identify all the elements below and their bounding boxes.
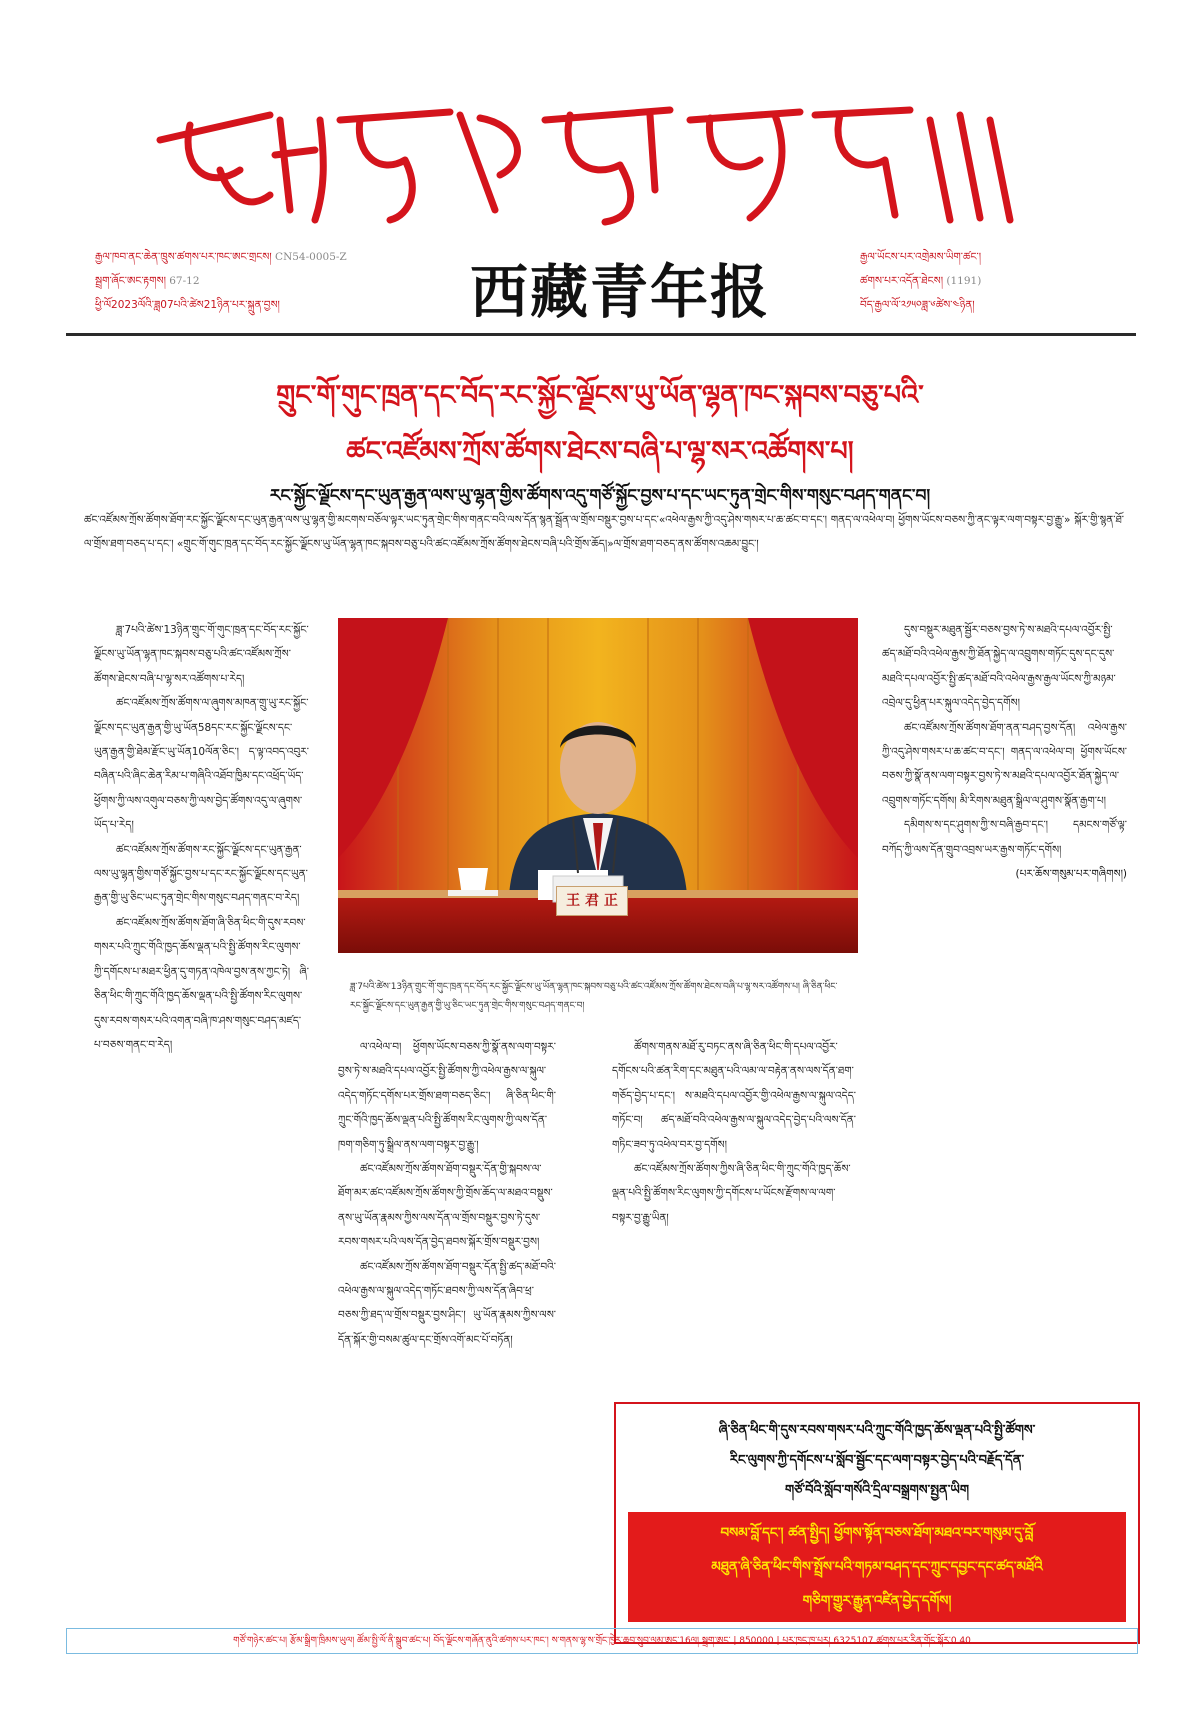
meta-line: རྒྱལ་ཁབ་ནང་ཆེན་ཁྲུས་ཚགས་པར་ཁང་ཨང་གྲངས། CN54-0005-Z [95,251,347,263]
paragraph: ཚང་འཛོམས་ཀྲོས་ཚོགས་ཐོག་བསྡུར་དོན་གྱི་སྐབས་ལ་ཐོག་མར་ཚང་འཛོམས་ཀྲོས་ཚོགས་ཀྱི་གྲོས་ཆོད་ལ་མཐའ་བསྡུས་ནས་ཡུ་ཡོན་རྣམས་ཀྱིས་ལས་དོན་ལ་གྲོས་བསྡུར་བྱས་ཏེ་དུས་རབས་གསར་པའི་ལས་དོན་བྱེད་ཐབས་སྐོར་གྲོས་བསྡུར་བྱས། [338,1163,553,1249]
slogan-line: གཅིག་གྱུར་རྒྱུན་འཛིན་བྱེད་དགོས། [802,1593,952,1609]
masthead-calligraphy-logo [150,100,1050,230]
continued-note: (པར་ཆོས་གསུམ་པར་གཞིགས།) [1015,868,1127,881]
paragraph: ལ་འཕེལ་བ། ཕྱོགས་ཡོངས་བཅས་ཀྱི་སྣོ་ནས་ལག་བསྟར་བྱས་ཏེ་ས་མཐའི་དཔལ་འབྱོར་སྤྱི་ཚོགས་ཀྱི་འཕེལ་རྒྱས་ལ་སྐུལ་འདེད་གཏོང་དགོས་པར་གྲོས་ཐག་བཅད་ཅིང་། ཞི་ཅིན་ཕིང་གི་ཀྲུང་གོའི་ཁྱད་ཆོས་ལྡན་པའི་སྤྱི་ཚོགས་རིང་ལུགས་ཀྱི་ལས་དོན་ཁག་གཅིག་ཏུ་སྒྲིལ་ནས་ལག་བསྟར་བྱ་རྒྱུ་། [338,1041,556,1151]
meta-line: སྦྲག་ཞོང་ཨང་རྟགས། 67-12 [95,275,200,287]
article-column-3 [612,1035,856,1375]
paragraph: ཟླ་7པའི་ཚེས་13ཉིན་གྲུང་གོ་གུང་ཁྲན་དང་བོད་རང་སྐྱོང་ལྗོངས་ཡུ་ཡོན་ལྷན་ཁང་སྐབས་བཅུ་པའི་ཚང་འཛོམས་ཀྲོས་ཚོགས་ཐེངས་བཞི་པ་ལྷ་སར་འཚོགས་པ་རེད། [94,624,309,685]
box-line: རིང་ལུགས་ཀྱི་དགོངས་པ་སློབ་སྦྱོང་དང་ལག་བསྟར་བྱེད་པའི་བརྗོད་དོན་ [729,1453,1025,1468]
paragraph: ཚང་འཛོམས་ཀྲོས་ཚོགས་ཀྱིས་ཞི་ཅིན་ཕིང་གི་ཀྲུང་གོའི་ཁྱད་ཆོས་ལྡན་པའི་སྤྱི་ཚོགས་རིང་ལུགས་ཀྱི་དགོངས་པ་ཡོངས་རྫོགས་ལ་ལག་བསྟར་བྱ་རྒྱུ་ཡིན། [612,1163,851,1224]
masthead-left-meta [95,245,425,317]
meta-line: བོད་རྒྱལ་ལོ་༢༡༥༠ཟླ་༦ཚེས་༤ཉིན། [860,299,975,311]
paragraph: ཚང་འཛོམས་ཀྲོས་ཚོགས་ཐོག་བསྡུར་དོན་སྤྱི་ཚད་མཐོ་བའི་འཕེལ་རྒྱས་ལ་སྐུལ་འདེད་གཏོང་ཐབས་ཀྱི་ལས་དོན་ཞིབ་ཕྲ་བཅས་ཀྱི་ཐད་ལ་གྲོས་བསྡུར་བྱས་ཤིང་། ཡུ་ཡོན་རྣམས་ཀྱིས་ལས་དོན་སྐོར་གྱི་བསམ་ཚུལ་དང་གྲོས་འགོ་མང་པོ་བཏོན། [338,1260,556,1346]
article-subheadline: རང་སྐྱོང་ལྗོངས་དང་ཡུན་རྒྱན་ལས་ཡུ་ལྷན་གྱིས་ཚོགས་འདུ་གཙོ་སྐྱོང་བྱས་པ་དང་ཡང་ཏུན་གྲེང་གིས་གསུང་བཤད་གནང་བ། [269,486,931,506]
box-title [628,1416,1126,1506]
article-column-4 [882,618,1127,1373]
box-line: གཙོ་བོའི་སློབ་གསོའི་དྲིལ་བསྒྲགས་སྤྱན་ཡིག [784,1483,970,1498]
paragraph: དམིགས་ས་དང་ཤུགས་ཀྱི་ས་བཞི་རྒྱབ་དང་། དམངས་གཙོ་ལྟ་བཀོད་ཀྱི་ལས་དོན་གྲུབ་འབྲས་ཡར་རྒྱས་གཏོང་དགོས། [882,819,1127,856]
study-campaign-box [614,1402,1140,1644]
meta-line: རྒྱལ་ཡོངས་པར་འགྲེམས་ཡིག་ཚང་། [860,251,982,263]
paragraph: ཚང་འཛོམས་ཀྲོས་ཚོགས་ཐོག་ཞི་ཅིན་ཕིང་གི་དུས་རབས་གསར་པའི་ཀྲུང་གོའི་ཁྱད་ཆོས་ལྡན་པའི་སྤྱི་ཚོགས་རིང་ལུགས་ཀྱི་དགོངས་པ་མཐར་ཕྱིན་དུ་གཏན་འཁེལ་བྱས་ནས་ཀྱང་ཏེ། ཞི་ཅིན་ཕིང་གི་ཀྲུང་གོའི་ཁྱད་ཆོས་ལྡན་པའི་སྤྱི་ཚོགས་རིང་ལུགས་དུས་རབས་གསར་པའི་འགན་བཞི་ཁ་ཤས་གསུང་བཤད་མཛད་པ་བཅས་གནང་བ་རེད། [94,916,309,1051]
meta-line: ཕྱི་ལོ2023ལོའི་ཟླ07པའི་ཚེས21ཉིན་པར་སྐྲུན་བྱས། [95,299,280,311]
paragraph: ཚང་འཛོམས་ཀྲོས་ཚོགས་ལ་ཞུགས་མཁན་གྲུ་ཡུ་རང་སྐྱོང་ལྗོངས་དང་ཡུན་རྒྱན་གྱི་ཡུ་ཡོན58དང་རང་སྐྱོང་ལྗོངས་དང་ཡུན་རྒྱན་གྱི་ཐེམ་རྫོང་ཡུ་ཡོན10ལོན་ཅིང་། ད་ལྟ་འབད་འབུར་བཞིན་པའི་ཞིང་ཆེན་རིམ་པ་གཞིའི་འཐོབ་ཁྱིམ་དང་འཕྲོད་ཡོད་ཕྱོགས་ཀྱི་ལས་འགུལ་བཅས་ཀྱི་ལས་བྱེད་ཚོགས་འདུ་ལ་ཞུགས་ཡོད་པ་རེད། [94,697,309,832]
box-line: ཞི་ཅིན་ཕིང་གི་དུས་རབས་གསར་པའི་ཀྲུང་གོའི་ཁྱད་ཆོས་ལྡན་པའི་སྤྱི་ཚོགས་ [718,1423,1036,1438]
slogan-banner [628,1512,1126,1622]
speaker-nameplate: 王 君 正 [556,886,628,916]
slogan-line: མཐུན་ཞི་ཅིན་ཕིང་གིས་སྤྲོས་པའི་གཏམ་བཤད་དང་ཀྲུང་དབྱང་དང་ཚད་མཐོའི [711,1559,1043,1575]
slogan-line: བསམ་བློ་དང་། ཚན་སྤྱིད། ཕྱོགས་སྟོན་བཅས་ཐོག་མཐའ་བར་གསུམ་དུ་བློ [720,1525,1034,1541]
paragraph: ཚང་འཛོམས་ཀྲོས་ཚོགས་ཐོག་ནན་བཤད་བྱས་དོན། འཕེལ་རྒྱས་ཀྱི་འདུ་ཤེས་གསར་པ་ཆ་ཚང་བ་དང་། གནད་ལ་འཕེལ་བ། ཕྱོགས་ཡོངས་བཅས་ཀྱི་སྣོ་ནས་ལག་བསྟར་བྱས་ཏེ་ས་མཐའི་དཔལ་འབྱོར་ཐོན་སྐྱེད་ལ་འབྲུགས་གཏོང་དགོས། མི་རིགས་མཐུན་སྒྲིལ་ལ་ཤུགས་སྣོན་རྒྱག་པ། [882,721,1127,807]
article-lead: ཚང་འཛོམས་ཀྲོས་ཚོགས་ཐོག་རང་སྐྱོང་ལྗོངས་དང་ཡུན་རྒྱན་ལས་ཡུ་ལྷན་གྱི་མངགས་བཅོལ་ལྟར་ཡང་ཏུན་གྲེང་གིས་གནང་བའི་ལས་དོན་སྙན་སྦྲོན་ལ་གྲོས་བསྡུར་བྱས་པ་དང་«འཕེལ་རྒྱས་ཀྱི་འདུ་ཤེས་གསར་པ་ཆ་ཚང་བ་དང་། གནད་ལ་འཕེལ་བ། ཕྱོགས་ཡོངས་བཅས་ཀྱི་ནང་ལྟར་ལག་བསྟར་བྱ་རྒྱུ་» སྐོར་གྱི་སྙན་ཐོ་ལ་གྲོས་ཐག་བཅད་པ་དང་། «གྲུང་གོ་གུང་ཁྲན་དང་བོད་རང་སྐྱོང་ལྗོངས་ཡུ་ཡོན་ལྷན་ཁང་སྐབས་བཅུ་པའི་ཚང་འཛོམས་ཀྲོས་ཚོགས་ཐེངས་བཞི་པའི་གྲོས་ཆོད།»ལ་གྲོས་ཐག་བཅད་ནས་ཚོགས་འཆམ་བྱུང་། [84,514,1124,550]
headline-line: ཚང་འཛོམས་ཀྲོས་ཚོགས་ཐེངས་བཞི་པ་ལྷ་སར་འཚོགས་པ། [346,436,854,467]
article-headline [70,368,1130,480]
imprint-footer: གཙོ་གཉེར་ཚང་པ། རྩོམ་སྒྲིག་ཁྲིམས་ཡུལ། ཚོམ་སྤྱི་ལོ་ནི་སྒྲུབ་ཚང་པ། བོད་ལྗོངས་གཞོན་ནུའི་ཚགས་པར་ཁང་། ས་གནས་ལྷ་ས་གྲོང་ཁྱེར་ཆབ་སྲུབ་ལམ་ཨང་16ལ། སྦྲག་ཨང་ | 850000 | པར་ཁང་ཁ་པར། 6325107 ཚགས་པར་རིན་གོང་སྒོར་0.40 [66,1628,1138,1654]
photo-caption: ཟླ་7པའི་ཚེས་13ཉིན་གྲུང་གོ་གུང་ཁྲན་དང་བོད་རང་སྐྱོང་ལྗོངས་ཡུ་ཡོན་ལྷན་ཁང་སྐབས་བཅུ་པའི་ཚང་འཛོམས་ཀྲོས་ཚོགས་ཐེངས་བཞི་པ་ལྷ་སར་འཚོགས་པ། ཞི་ཅིན་ཕིང་རང་སྐྱོང་ལྗོངས་དང་ཡུན་རྒྱན་གྱི་ཡུ་ཅིང་ཡང་ཏུན་གྲེང་གིས་གསུང་བཤད་གནང་བ། [350,982,838,1011]
paragraph: ཚོགས་གནས་མཐོ་རུ་བཏང་ནས་ཞི་ཅིན་ཕིང་གི་དཔལ་འབྱོར་དགོངས་པའི་ཚན་རིག་དང་མཐུན་པའི་ལམ་ལ་བརྟེན་ནས་ལས་དོན་ཐག་གཅོད་བྱེད་པ་དང་། ས་མཐའི་དཔལ་འབྱོར་གྱི་འཕེལ་རྒྱས་ལ་སྐུལ་འདེད་གཏོང་བ། ཚད་མཐོ་བའི་འཕེལ་རྒྱས་ལ་སྐུལ་འདེད་བྱེད་པའི་ལས་དོན་གཏིང་ཟབ་ཏུ་འཕེལ་བར་བྱ་དགོས། [612,1041,856,1151]
masthead-right-meta [860,245,1120,317]
chinese-title: 西藏青年报 [469,258,770,326]
meta-line: ཚགས་པར་འདོན་ཐེངས། (1191) [860,275,982,287]
paragraph: ཚང་འཛོམས་ཀྲོས་ཚོགས་རང་སྐྱོང་ལྗོངས་དང་ཡུན་རྒྱན་ལས་ཡུ་ལྷན་གྱིས་གཙོ་སྐྱོང་བྱས་པ་དང་རང་སྐྱོང་ལྗོངས་དང་ཡུན་རྒྱན་གྱི་ཡུ་ཅིང་ཡང་ཏུན་གྲེང་གིས་གསུང་བཤད་གནང་བ་རེད། [94,843,308,905]
article-column-2 [338,1035,556,1635]
paragraph: དུས་བསྡུར་མཐུན་སྦྱོར་བཅས་བྱས་ཏེ་ས་མཐའི་དཔལ་འབྱོར་སྤྱི་ཚད་མཐོ་བའི་འཕེལ་རྒྱས་ཀྱི་ཐོན་སྐྱེད་ལ་འབྲུགས་གཏོང་དུས་དང་དུས་མཐའི་དཔལ་འབྱོར་སྤྱི་ཚད་མཐོ་བའི་འཕེལ་རྒྱས་རྒྱལ་ཡོངས་ཀྱི་མཉམ་འབྲེལ་དུ་ཕྱིན་པར་སྐུལ་འདེད་བྱེད་དགོས། [882,624,1116,710]
article-column-1 [94,618,309,1628]
headline-line: གྲུང་གོ་གུང་ཁྲན་དང་བོད་རང་སྐྱོང་ལྗོངས་ཡུ་ཡོན་ལྷན་ཁང་སྐབས་བཅུ་པའི་ [276,380,924,411]
masthead-rule [66,333,1136,336]
